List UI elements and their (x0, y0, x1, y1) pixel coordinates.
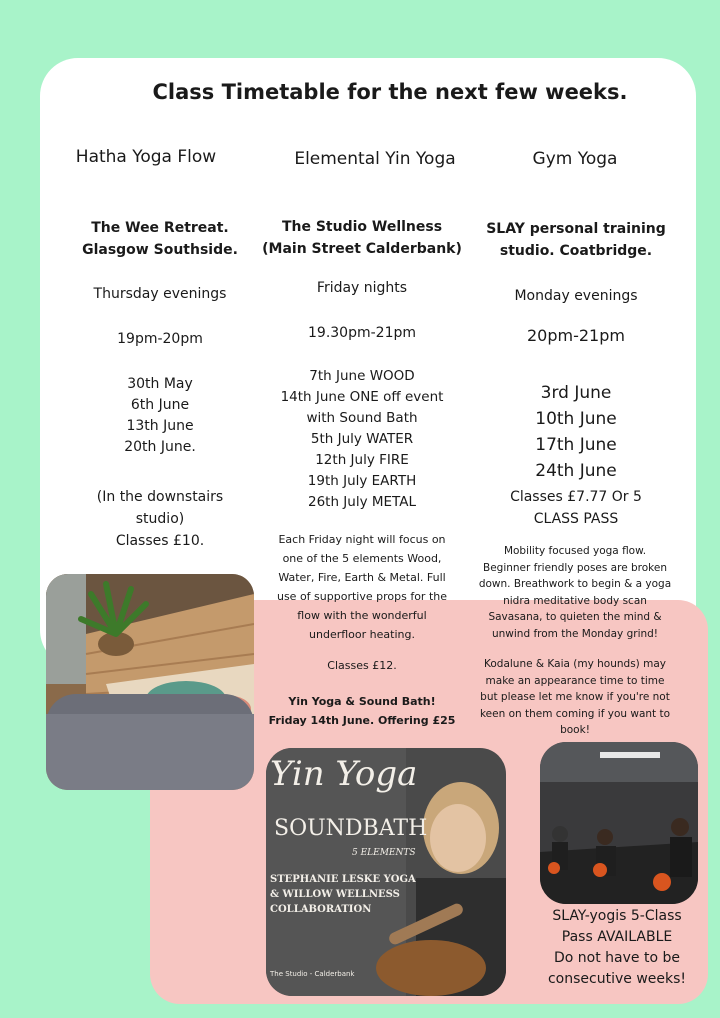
hatha-day: Thursday evenings (93, 286, 227, 302)
desc-line: nidra meditative body scan (503, 594, 647, 607)
note-line: Kodalune & Kaia (my hounds) may (484, 658, 666, 670)
venue-line: (Main Street Calderbank) (262, 241, 462, 257)
pass-line: consecutive weeks! (547, 971, 687, 987)
pass-line: SLAY-yogis 5-Class (552, 908, 682, 924)
yin-time: 19.30pm-21pm (308, 325, 416, 341)
poster-line: STEPHANIE LESKE YOGA (270, 874, 416, 885)
date-item: 5th July WATER (310, 431, 414, 447)
note-line: but please let me know if you're not (480, 691, 670, 703)
date-item: 17th June (535, 435, 617, 455)
note-line: studio) (135, 511, 185, 527)
hatha-price: Classes £10. (115, 533, 205, 549)
date-item: with Sound Bath (306, 410, 418, 426)
special-line: Yin Yoga & Sound Bath! (288, 695, 436, 708)
date-item: 7th June WOOD (309, 368, 415, 384)
venue-line: The Wee Retreat. (91, 220, 229, 236)
date-item: 3rd June (540, 383, 612, 403)
poster-footer: The Studio - Calderbank (270, 970, 355, 978)
poster-line: & WILLOW WELLNESS (270, 889, 400, 900)
yin-description (262, 530, 462, 644)
date-item: 24th June (535, 461, 617, 481)
yin-day: Friday nights (316, 280, 408, 296)
poster-title: Yin Yoga (270, 754, 418, 794)
date-item: 13th June (126, 418, 194, 434)
yin-dates (262, 366, 462, 513)
special-line: Friday 14th June. Offering £25 (268, 714, 456, 727)
date-item: 10th June (535, 409, 617, 429)
gym-day: Monday evenings (514, 288, 638, 304)
note-line: keen on them coming if you want to (479, 707, 671, 720)
poster-line: COLLABORATION (270, 904, 372, 915)
studio-floor-photo (46, 574, 254, 790)
desc-line: Each Friday night will focus on (278, 533, 446, 546)
price-line: Classes £7.77 Or 5 (510, 489, 642, 505)
desc-line: use of supportive props for the (276, 590, 447, 603)
date-item: 30th May (127, 376, 193, 392)
yin-special (262, 692, 462, 730)
venue-line: Glasgow Southside. (82, 242, 238, 258)
gym-dogs-note (470, 656, 680, 739)
desc-line: underfloor heating. (309, 628, 415, 641)
hatha-note (60, 486, 260, 552)
desc-line: Beginner friendly poses are broken (483, 561, 667, 574)
hatha-time: 19pm-20pm (117, 331, 203, 347)
hatha-heading: Hatha Yoga Flow (75, 147, 217, 167)
date-item: 6th June (130, 397, 190, 413)
yin-venue (262, 216, 462, 260)
gym-heading: Gym Yoga (532, 149, 618, 169)
venue-line: studio. Coatbridge. (499, 243, 653, 259)
desc-line: flow with the wonderful (297, 609, 427, 622)
poster-subtitle: SOUNDBATH (274, 816, 428, 841)
hatha-dates (60, 374, 260, 458)
slay-pass-note (530, 906, 704, 990)
venue-line: SLAY personal training (486, 221, 666, 237)
date-item: 12th July FIRE (315, 452, 409, 468)
note-line: book! (560, 724, 590, 736)
desc-line: down. Breathwork to begin & a yoga (478, 578, 672, 590)
poster-collab (270, 872, 506, 917)
desc-line: one of the 5 elements Wood, (282, 552, 442, 565)
date-item: 26th July METAL (307, 494, 417, 510)
desc-line: Mobility focused yoga flow. (503, 545, 647, 557)
desc-line: Water, Fire, Earth & Metal. Full (278, 571, 446, 584)
gym-time: 20pm-21pm (527, 326, 625, 345)
yin-heading: Elemental Yin Yoga (294, 149, 456, 169)
gym-description (470, 543, 680, 642)
date-item: 20th June. (124, 439, 196, 455)
note-line: (In the downstairs (96, 489, 224, 505)
gym-venue (474, 218, 678, 262)
venue-line: The Studio Wellness (281, 219, 443, 235)
price-line: CLASS PASS (533, 511, 619, 527)
desc-line: Savasana, to quieten the mind & (488, 611, 662, 623)
gym-dates (474, 380, 678, 484)
date-item: 14th June ONE off event (280, 389, 444, 405)
poster-elements: 5 ELEMENTS (352, 848, 416, 858)
page-title: Class Timetable for the next few weeks. (152, 80, 628, 104)
gym-class-photo (540, 742, 698, 904)
yin-price: Classes £12. (327, 659, 397, 672)
yin-soundbath-poster (266, 748, 506, 996)
note-line: make an appearance time to time (485, 674, 665, 687)
pass-line: Do not have to be (554, 950, 680, 966)
gym-price (474, 486, 678, 530)
pass-line: Pass AVAILABLE (561, 929, 673, 945)
date-item: 19th July EARTH (307, 473, 417, 489)
hatha-venue (60, 217, 260, 261)
desc-line: unwind from the Monday grind! (491, 627, 659, 640)
